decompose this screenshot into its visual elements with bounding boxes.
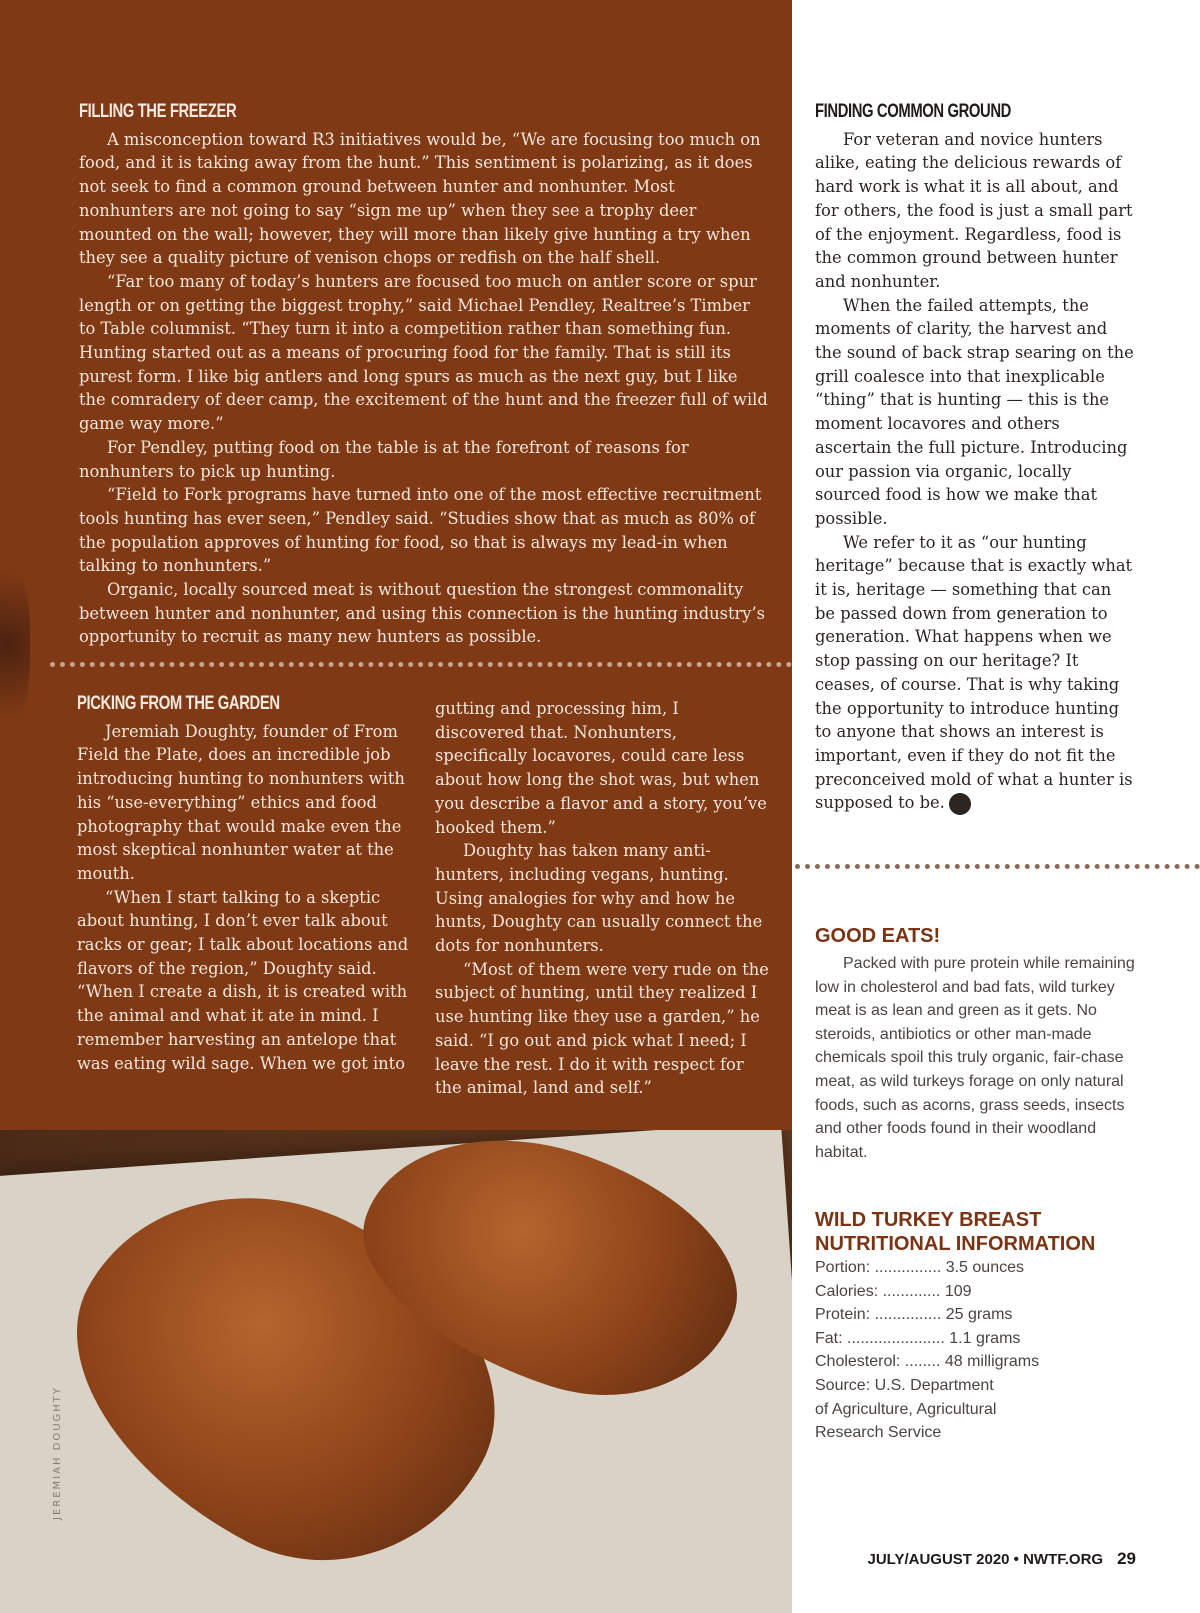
paragraph: “Far too many of today’s hunters are focused too much on antler score or spur length or on getting the biggest trophy,” said Michael Pendley, Realtree’s Timber to Table columnist. “They turn it into a competition rather than something fun. Hunting started out as a means of procuring food for the family. That is still its purest form. I like big antlers and long spurs as much as the next guy, but I like the comradery of deer camp, the excitement of the hunt and the freezer full of wild game way more.” (79, 271, 768, 434)
photo-credit: JEREMIAH DOUGHTY (52, 1385, 63, 1520)
turkey-icon (949, 793, 971, 815)
paragraph: “Most of them were very rude on the subject of hunting, until they realized I use hunting like they use a garden,” he said. “I go out and pick what I need; I leave the rest. I do it with respect for the animal, land and self.” (435, 959, 769, 1098)
paragraph: For veteran and novice hunters alike, eating the delicious rewards of hard work is what it is all about, and for others, the food is just a small part of the enjoyment. Regardless, food is the common ground between hunter and nonhunter. (815, 129, 1133, 291)
section-heading-freezer: FILLING THE FREEZER (79, 101, 237, 122)
paragraph: “When I start talking to a skeptic about hunting, I don’t ever talk about racks or gear; I talk about locations and flavors of the region,” Doughty said. “When I create a dish, it is created with the animal and what it ate in mind. I remember harvesting an antelope that was eating wild sage. When we got into (77, 887, 409, 1073)
section-heading-common-ground: FINDING COMMON GROUND (815, 101, 1011, 122)
good-eats-heading: GOOD EATS! (815, 925, 941, 947)
nutrition-row-calories: Calories: ............. 109 (815, 1282, 972, 1300)
nutrition-source-line: of Agriculture, Agricultural (815, 1400, 997, 1418)
issue-and-site: JULY/AUGUST 2020 • NWTF.ORG (867, 1551, 1104, 1568)
good-eats-sidebar (815, 924, 1135, 1164)
good-eats-text: Packed with pure protein while remaining low in cholesterol and bad fats, wild turkey meat is as lean and green as it gets. No steroids, antibiotics or other man-made chemicals spoil this truly organic, fair-chase meat, as wild turkeys forage on only natural foods, such as acorns, grass seeds, insects and other foods found in their woodland habitat. (815, 955, 1135, 1161)
nutrition-source-line: Research Service (815, 1424, 942, 1442)
nutrition-info-box (815, 1208, 1155, 1445)
nutrition-row-protein: Protein: ............... 25 grams (815, 1306, 1013, 1324)
paragraph (815, 531, 1135, 815)
nutrition-row-cholesterol: Cholesterol: ........ 48 milligrams (815, 1353, 1040, 1371)
paragraph: For Pendley, putting food on the table is at the forefront of reasons for nonhunters to pick up hunting. (79, 437, 689, 481)
paragraph: gutting and processing him, I discovered that. Nonhunters, specifically locavores, could care less about how long the shot was, but when you describe a flavor and a story, you’ve hooked them.” (435, 699, 767, 837)
section-heading-garden: PICKING FROM THE GARDEN (77, 693, 280, 714)
paragraph: “Field to Fork programs have turned into one of the most effective recruitment tools hunting has ever seen,” Pendley said. “Studies show that as much as 80% of the population approves of hunting for food, so that is always my lead-in when talking to nonhunters.” (79, 485, 762, 576)
garden-second-column (435, 697, 770, 1100)
nutrition-row-fat: Fat: ...................... 1.1 grams (815, 1329, 1021, 1347)
nutrition-source-line: Source: U.S. Department (815, 1376, 994, 1394)
turkey-breast-photo (0, 1130, 792, 1613)
paragraph: A misconception toward R3 initiatives would be, “We are focusing too much on food, and it is taking away from the hunt.” This sentiment is polarizing, as it does not seek to find a common ground between hunter and nonhunter. Most nonhunters are not going to say “sign me up” when they see a trophy deer mounted on the wall; however, they will more than likely give hunting a try when they see a quality picture of venison chops or redfish on the half shell. (79, 129, 761, 268)
paragraph-text: We refer to it as “our hunting heritage” because that is exactly what it is, heritage — something that can be passed down from generation to generation. What happens when we stop passing on our heritage? It ceases, of course. That is why taking the opportunity to introduce hunting to anyone that shows an interest is important, even if they do not fit the preconceived mold of what a hunter is supposed to be. (815, 532, 1133, 813)
paragraph: Jeremiah Doughty, founder of From Field the Plate, does an incredible job introducing hunting to nonhunters with his “use-everything” ethics and food photography that would make even the most skeptical nonhunter water at the mouth. (77, 721, 405, 883)
picking-from-garden-section (77, 692, 412, 1075)
dotted-divider (50, 662, 792, 667)
page-footer (868, 1549, 1137, 1569)
finding-common-ground-section (815, 100, 1135, 815)
nutrition-row-portion: Portion: ............... 3.5 ounces (815, 1259, 1024, 1276)
nutrition-heading-line1: WILD TURKEY BREAST (815, 1209, 1042, 1231)
paragraph: Organic, locally sourced meat is without question the strongest commonality between hunter and nonhunter, and using this connection is the hunting industry’s opportunity to recruit as many new hunters as possible. (79, 580, 766, 647)
nutrition-heading-line2: NUTRITIONAL INFORMATION (815, 1233, 1096, 1255)
dotted-divider-right (795, 864, 1200, 869)
paragraph: Doughty has taken many anti-hunters, including vegans, hunting. Using analogies for why and how he hunts, Doughty can usually connect the dots for nonhunters. (435, 841, 763, 956)
paragraph: When the failed attempts, the moments of clarity, the harvest and the sound of back strap searing on the grill coalesce into that inexplicable “thing” that is hunting — this is the moment locavores and others ascertain the full picture. Introducing our passion via organic, locally sourced food is how we make that possible. (815, 295, 1134, 528)
filling-the-freezer-section (79, 100, 769, 649)
page-number: 29 (1117, 1549, 1136, 1568)
